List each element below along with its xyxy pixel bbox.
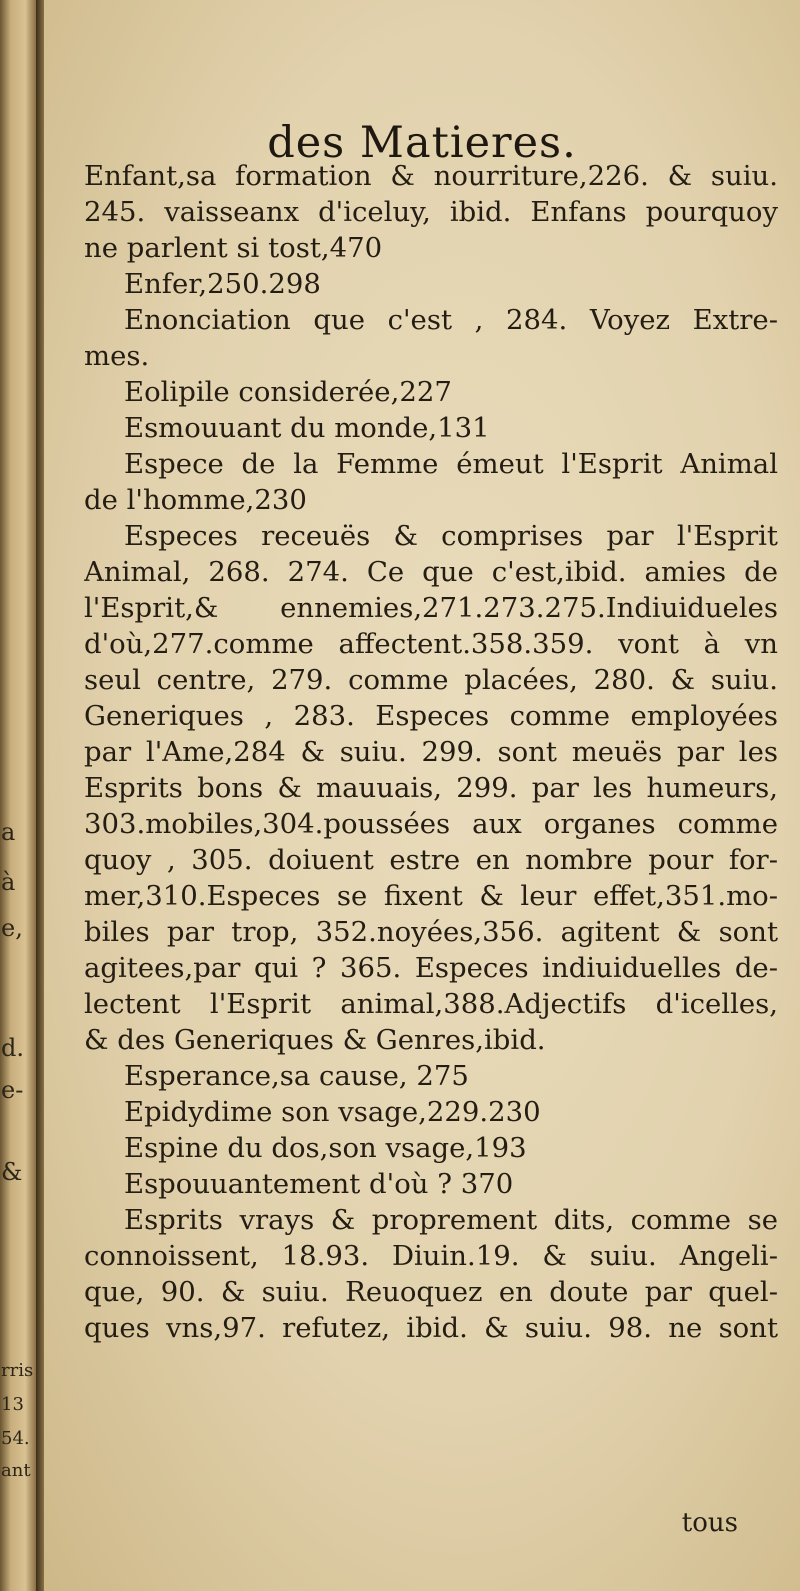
index-line: de l'homme,230 — [84, 484, 307, 516]
index-line: Enfant,sa formation & nourriture,226. & suiu. — [84, 160, 778, 192]
index-line: ques vns,97. refutez, ibid. & suiu. 98. ne sont — [84, 1312, 778, 1344]
index-line: mer,310.Especes se fixent & leur effet,351.mo- — [84, 880, 778, 912]
index-line: & des Generiques & Genres,ibid. — [84, 1024, 546, 1056]
index-line: Epidydime son vsage,229.230 — [124, 1096, 541, 1128]
index-line: Espece de la Femme émeut l'Esprit Animal — [124, 448, 778, 480]
index-line: par l'Ame,284 & suiu. 299. sont meuës par les — [84, 736, 778, 768]
index-line: ne parlent si tost,470 — [84, 232, 383, 264]
index-line: Espouuantement d'où ? 370 — [124, 1168, 514, 1200]
index-line: Esmouuant du monde,131 — [124, 412, 490, 444]
running-head: des Matieres. — [267, 118, 577, 168]
facing-page-fragment: ant — [1, 1460, 31, 1481]
index-line: Esprits bons & mauuais, 299. par les humeurs, — [84, 772, 778, 804]
index-line: seul centre, 279. comme placées, 280. & suiu. — [84, 664, 778, 696]
index-line: agitees,par qui ? 365. Especes indiuiduelles de- — [84, 952, 778, 984]
index-line: mes. — [84, 340, 150, 372]
index-line: connoissent, 18.93. Diuin.19. & suiu. Angeli- — [84, 1240, 778, 1272]
facing-page-fragment: 13 — [1, 1394, 24, 1415]
index-line: lectent l'Esprit animal,388.Adjectifs d'icelles, — [84, 988, 778, 1020]
index-line: Especes receuës & comprises par l'Esprit — [124, 520, 778, 552]
facing-page-fragment: e- — [1, 1076, 24, 1104]
index-line: Animal, 268. 274. Ce que c'est,ibid. amies de — [84, 556, 778, 588]
facing-page-edge — [0, 0, 36, 1591]
index-line: Espine du dos,son vsage,193 — [124, 1132, 527, 1164]
facing-page-fragment: rris — [1, 1360, 34, 1381]
index-line: Generiques , 283. Especes comme employées — [84, 700, 778, 732]
facing-page-fragment: à — [1, 868, 16, 896]
index-page — [44, 0, 800, 1591]
facing-page-fragment: e, — [1, 914, 23, 942]
index-line: biles par trop, 352.noyées,356. agitent & sont — [84, 916, 778, 948]
index-line: 303.mobiles,304.poussées aux organes comme — [84, 808, 778, 840]
index-line: Esprits vrays & proprement dits, comme se — [124, 1204, 778, 1236]
index-line: Eolipile considerée,227 — [124, 376, 452, 408]
facing-page-fragment: a — [1, 818, 16, 846]
index-text — [84, 158, 778, 1346]
index-line: d'où,277.comme affectent.358.359. vont à vn — [84, 628, 778, 660]
facing-page-fragment: 54. — [1, 1428, 30, 1449]
index-line: 245. vaisseanx d'iceluy, ibid. Enfans pourquoy — [84, 196, 778, 228]
catchword: tous — [681, 1508, 738, 1538]
index-line: Esperance,sa cause, 275 — [124, 1060, 469, 1092]
index-line: Enfer,250.298 — [124, 268, 321, 300]
facing-page-fragment: d. — [1, 1034, 24, 1062]
index-line: l'Esprit,& ennemies,271.273.275.Indiuidueles — [84, 592, 778, 624]
facing-page-fragment: & — [1, 1158, 23, 1186]
index-line: que, 90. & suiu. Reuoquez en doute par quel- — [84, 1276, 778, 1308]
index-line: Enonciation que c'est , 284. Voyez Extre- — [124, 304, 778, 336]
index-line: quoy , 305. doiuent estre en nombre pour for- — [84, 844, 778, 876]
